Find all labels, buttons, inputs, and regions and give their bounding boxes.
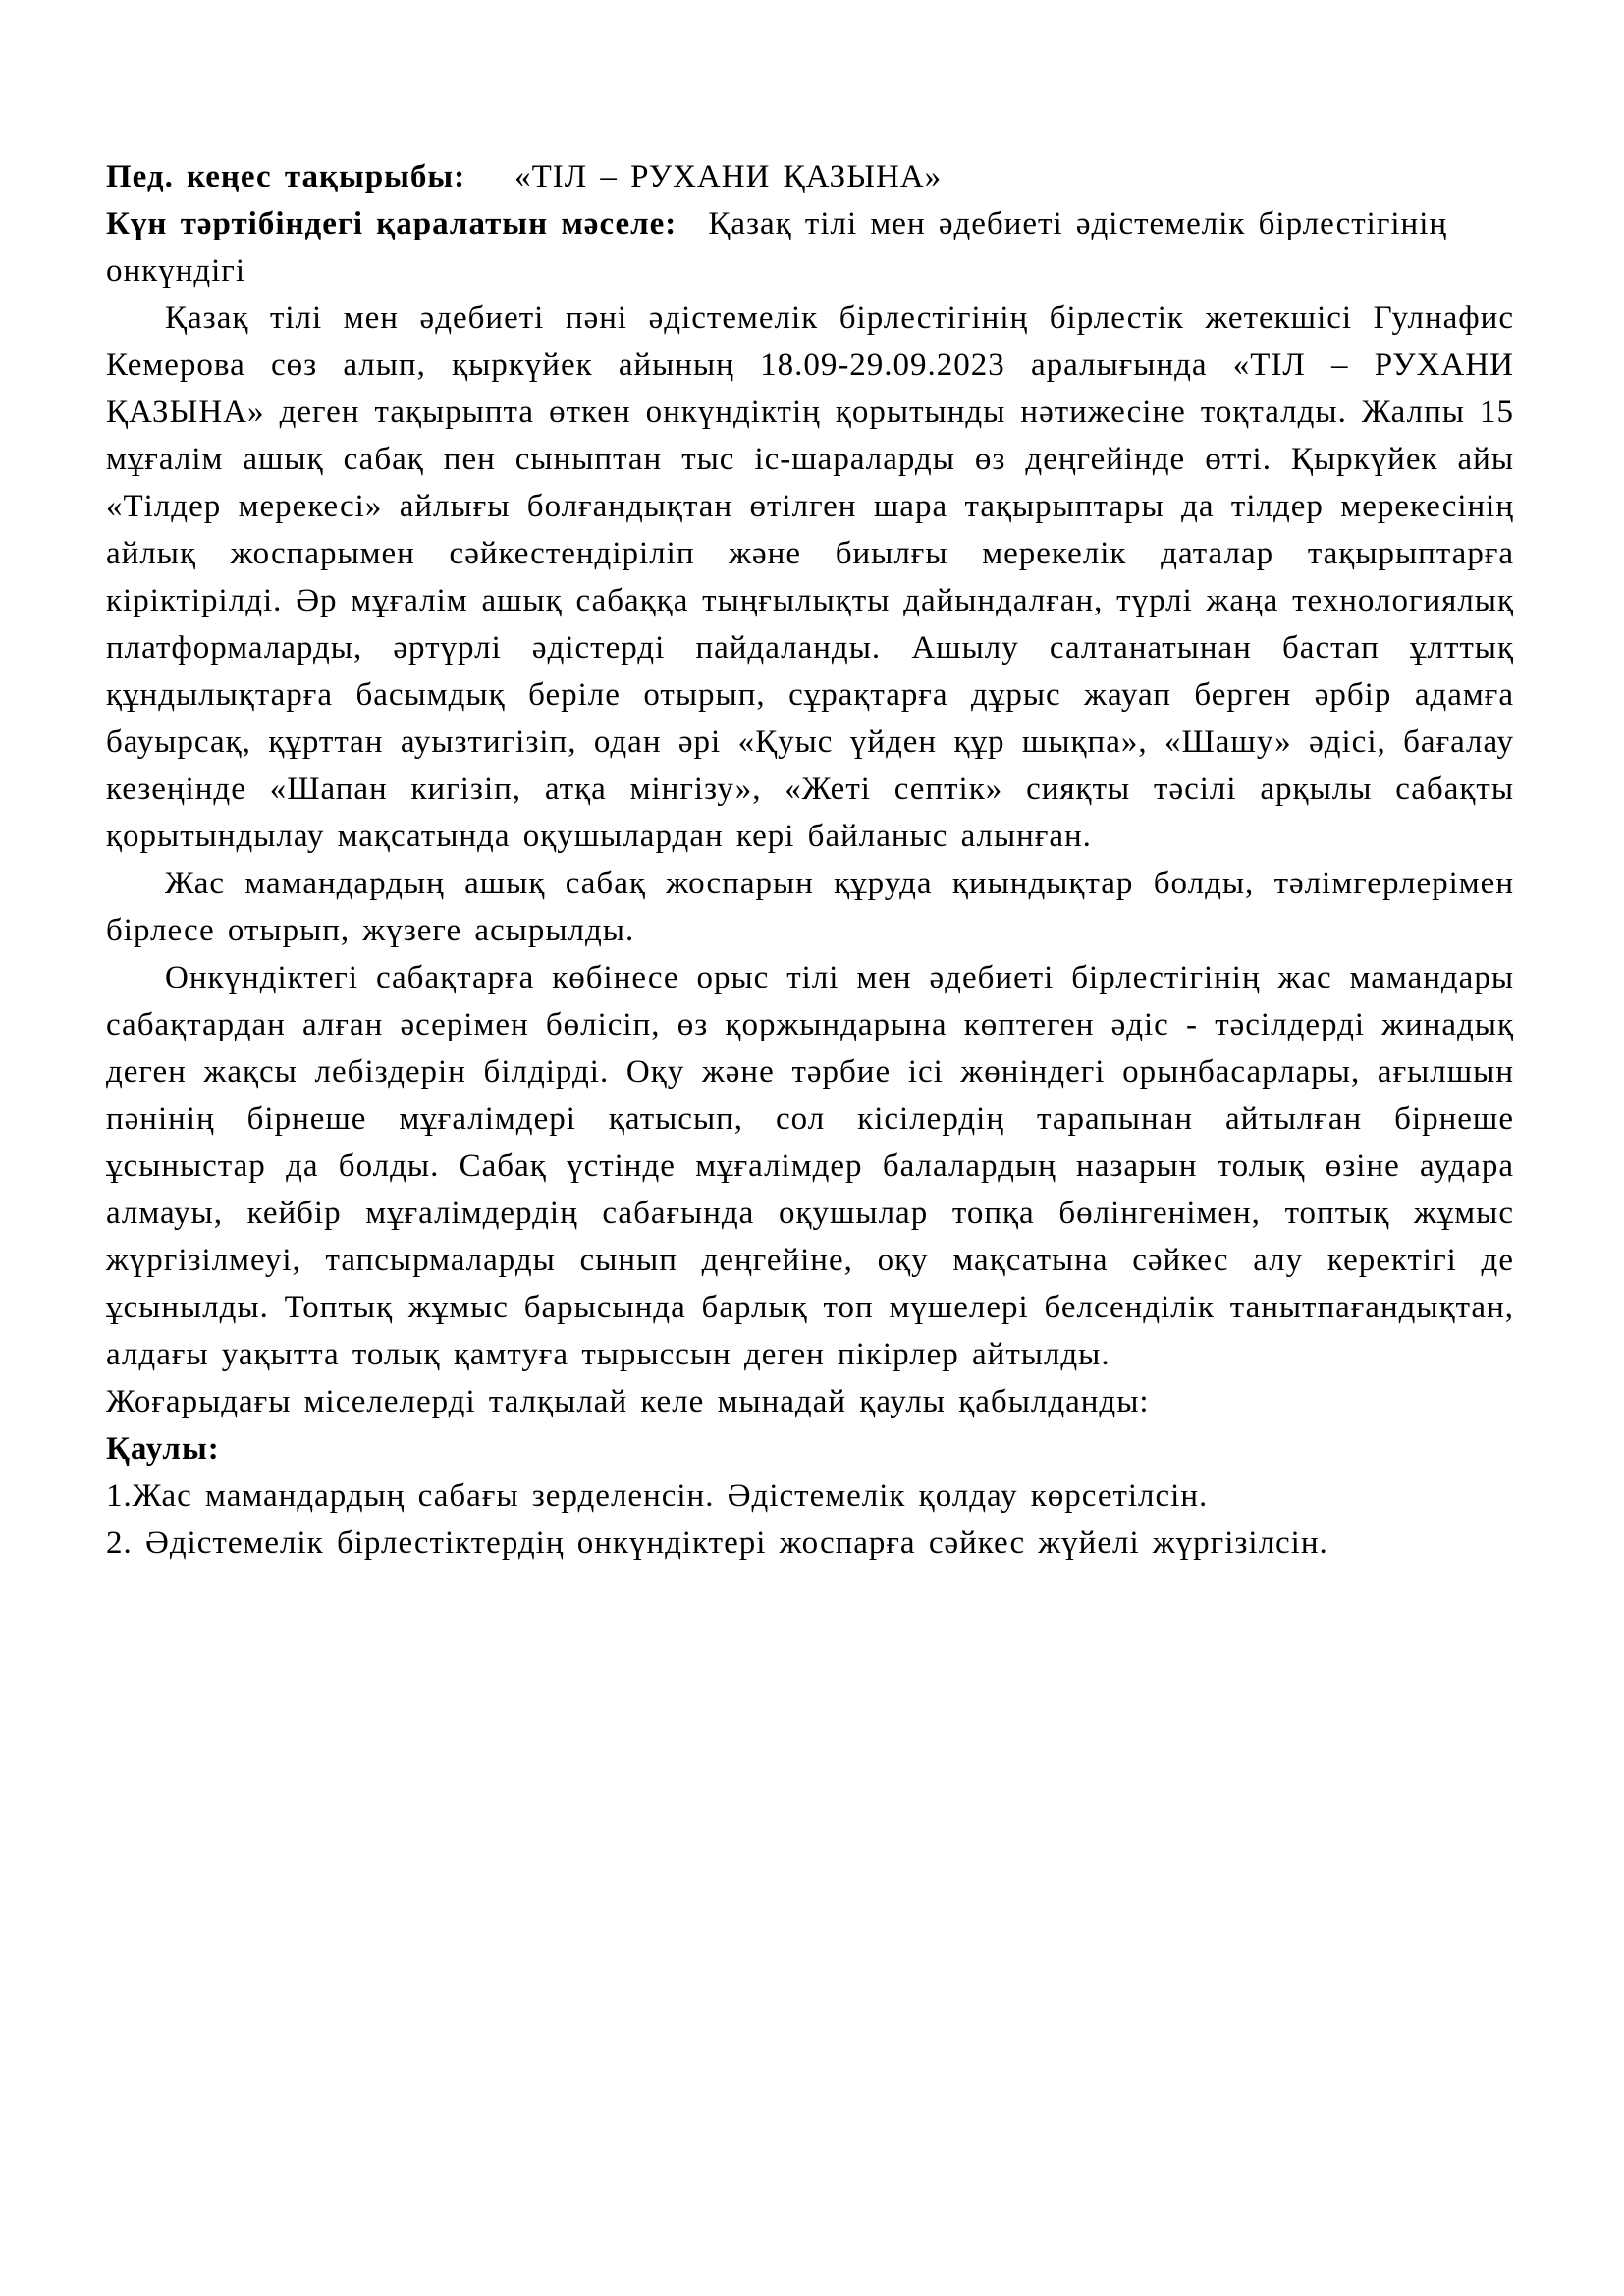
agenda-line	[106, 200, 1514, 294]
resolution-heading: Қаулы:	[106, 1431, 220, 1467]
body-paragraph-summary: Қазақ тілі мен әдебиеті пәні әдістемелік бірлестігінің бірлестік жетекшісі Гулнафис Кемерова сөз алып, қыркүйек айының 18.09-29.09.2023 аралығында «ТІЛ – РУХАНИ ҚАЗЫНА» деген тақырыпта өткен онкүндіктің қорытынды нәтижесіне тоқталды. Жалпы 15 мұғалім ашық сабақ пен сыныптан тыс іс-шараларды өз деңгейінде өтті. Қыркүйек айы «Тілдер мерекесі» айлығы болғандықтан өтілген шара тақырыптары да тілдер мерекесінің айлық жоспарымен сәйкестендіріліп және биылғы мерекелік даталар тақырыптарға кіріктірілді. Әр мұғалім ашық сабаққа тыңғылықты дайындалған, түрлі жаңа технологиялық платформаларды, әртүрлі әдістерді пайдаланды. Ашылу салтанатынан бастап ұлттық құндылықтарға басымдық беріле отырып, сұрақтарға дұрыс жауап берген әрбір адамға бауырсақ, құрттан ауызтигізіп, одан әрі «Қуыс үйден құр шықпа», «Шашу» әдісі, бағалау кезеңінде «Шапан кигізіп, атқа мінгізу», «Жеті септік» сияқты тәсілі арқылы сабақты қорытындылау мақсатында оқушылардан кері байланыс алынған.	[106, 300, 1514, 854]
body-paragraph-resolution-intro: Жоғарыдағы міселелерді талқылай келе мынадай қаулы қабылданды:	[106, 1384, 1150, 1419]
body-paragraph-feedback: Онкүндіктегі сабақтарға көбінесе орыс тілі мен әдебиеті бірлестігінің жас мамандары сабақтардан алған әсерімен бөлісіп, өз қоржындарына көптеген әдіс - тәсілдерді жинадық деген жақсы лебіздерін білдірді. Оқу және тәрбие ісі жөніндегі орынбасарлары, ағылшын пәнінің бірнеше мұғалімдері қатысып, сол кісілердің тарапынан айтылған бірнеше ұсыныстар да болды. Сабақ үстінде мұғалімдер балалардың назарын толық өзіне аудара алмауы, кейбір мұғалімдердің сабағында оқушылар топқа бөлінгенімен, топтық жұмыс жүргізілмеуі, тапсырмаларды сынып деңгейіне, оқу мақсатына сәйкес алу керектігі де ұсынылды. Топтық жұмыс барысында барлық топ мүшелері белсенділік танытпағандықтан, алдағы уақытта толық қамтуға тырыссын деген пікірлер айтылды.	[106, 960, 1514, 1372]
topic-label: Пед. кеңес тақырыбы:	[106, 159, 466, 194]
topic-value: «ТІЛ – РУХАНИ ҚАЗЫНА»	[514, 159, 943, 194]
body-paragraph-young-specialists: Жас мамандардың ашық сабақ жоспарын құруда қиындықтар болды, тәлімгерлерімен бірлесе отырып, жүзеге асырылды.	[106, 866, 1514, 948]
topic-line	[106, 153, 1514, 200]
resolution-item-1: 1.Жас мамандардың сабағы зерделенсін. Әдістемелік қолдау көрсетілсін.	[106, 1478, 1209, 1514]
agenda-label: Күн тәртібіндегі қаралатын мәселе:	[106, 206, 677, 241]
agenda-value: Қазақ тілі мен әдебиеті әдістемелік бірлестігінің онкүндігі	[106, 206, 1448, 289]
resolution-item-2: 2. Әдістемелік бірлестіктердің онкүндіктері жоспарға сәйкес жүйелі жүргізілсін.	[106, 1525, 1328, 1561]
